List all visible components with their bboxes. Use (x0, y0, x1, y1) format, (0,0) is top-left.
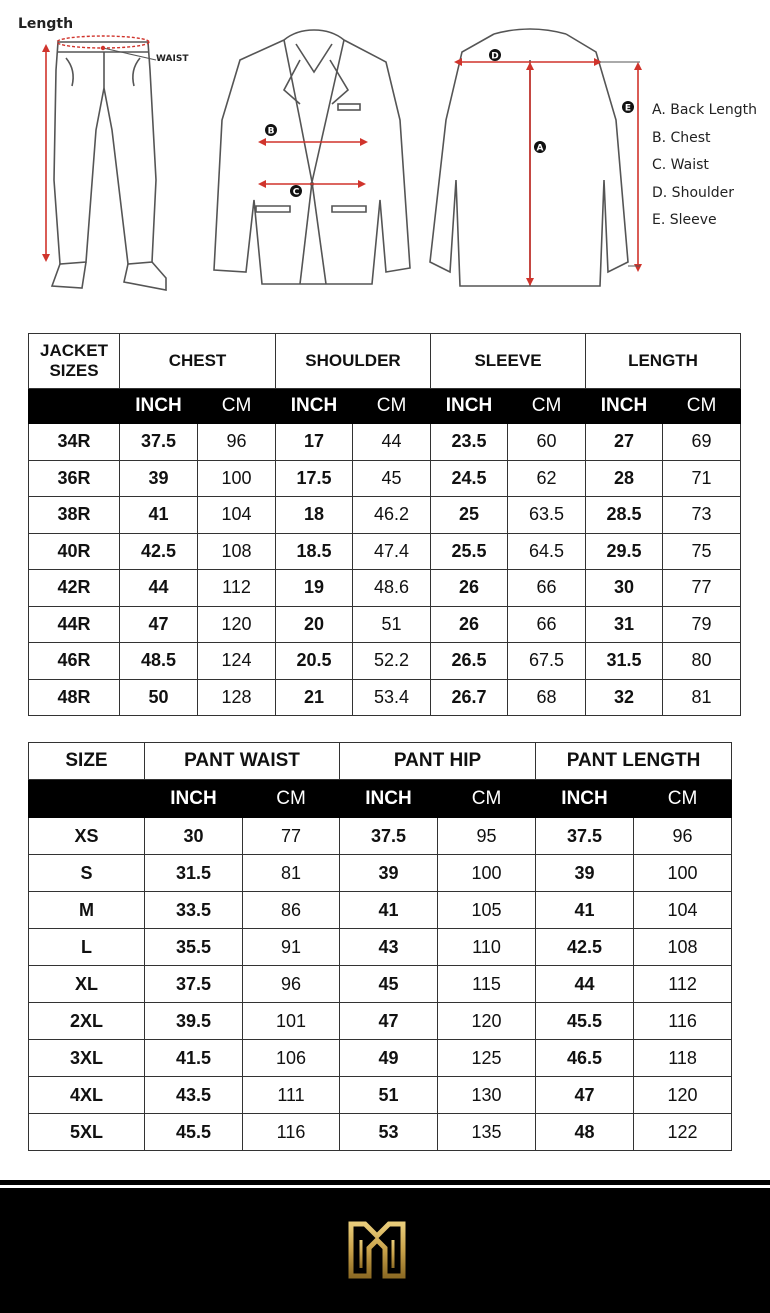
measurement-diagram (0, 0, 770, 310)
table-row (29, 497, 741, 534)
table-row (29, 679, 741, 716)
waist-label: WAIST (156, 54, 189, 64)
pant-length-cm-cell: 100 (634, 855, 732, 892)
chest-cm-cell: 120 (198, 606, 276, 643)
divider (0, 1185, 770, 1188)
jacket-sizes-header-line: SIZES (49, 361, 99, 380)
size-cell: XS (29, 818, 145, 855)
table-row (29, 1077, 732, 1114)
sleeve-cm-cell: 66 (508, 570, 586, 607)
length-in-cell: 28 (586, 460, 663, 497)
length-cm-cell: 77 (663, 570, 741, 607)
unit-inch: INCH (145, 780, 243, 818)
unit-inch: INCH (276, 389, 353, 424)
length-in-cell: 30 (586, 570, 663, 607)
pant-hip-in-cell: 41 (340, 892, 438, 929)
jacket-sizes-header-line: JACKET (39, 341, 108, 360)
pant-hip-cm-cell: 100 (438, 855, 536, 892)
unit-cm: CM (243, 780, 340, 818)
chest-cm-cell: 100 (198, 460, 276, 497)
pant-length-in-cell: 42.5 (536, 929, 634, 966)
sleeve-in-cell: 26 (431, 606, 508, 643)
unit-inch: INCH (536, 780, 634, 818)
pant-length-in-cell: 37.5 (536, 818, 634, 855)
size-cell: XL (29, 966, 145, 1003)
marker-d: D (491, 51, 499, 62)
chest-in-cell: 48.5 (120, 643, 198, 680)
unit-inch: INCH (120, 389, 198, 424)
shoulder-cm-cell: 51 (353, 606, 431, 643)
jacket-size-table (28, 333, 741, 716)
pant-hip-cm-cell: 130 (438, 1077, 536, 1114)
chest-in-cell: 41 (120, 497, 198, 534)
shoulder-cm-cell: 47.4 (353, 533, 431, 570)
size-cell: 34R (29, 424, 120, 461)
pant-length-in-cell: 48 (536, 1114, 634, 1151)
chest-in-cell: 37.5 (120, 424, 198, 461)
sleeve-in-cell: 23.5 (431, 424, 508, 461)
pant-hip-in-cell: 51 (340, 1077, 438, 1114)
gold-monogram-logo-icon (347, 1220, 407, 1280)
chest-in-cell: 42.5 (120, 533, 198, 570)
table-row (29, 855, 732, 892)
unit-inch: INCH (340, 780, 438, 818)
length-in-cell: 31 (586, 606, 663, 643)
sleeve-cm-cell: 60 (508, 424, 586, 461)
pant-hip-cm-cell: 110 (438, 929, 536, 966)
pant-length-cm-cell: 108 (634, 929, 732, 966)
jacket-sizes-header (29, 334, 120, 389)
length-in-cell: 28.5 (586, 497, 663, 534)
table-row (29, 460, 741, 497)
unit-cm: CM (438, 780, 536, 818)
pant-waist-in-cell: 43.5 (145, 1077, 243, 1114)
pant-waist-in-cell: 37.5 (145, 966, 243, 1003)
pant-hip-cm-cell: 115 (438, 966, 536, 1003)
pant-waist-cm-cell: 91 (243, 929, 340, 966)
shoulder-in-cell: 20.5 (276, 643, 353, 680)
pant-hip-cm-cell: 125 (438, 1040, 536, 1077)
pant-waist-in-cell: 39.5 (145, 1003, 243, 1040)
pant-hip-cm-cell: 120 (438, 1003, 536, 1040)
sleeve-cm-cell: 66 (508, 606, 586, 643)
pants-table-body (29, 818, 732, 1151)
sleeve-in-cell: 24.5 (431, 460, 508, 497)
pant-hip-cm-cell: 135 (438, 1114, 536, 1151)
chest-cm-cell: 112 (198, 570, 276, 607)
shoulder-in-cell: 17 (276, 424, 353, 461)
table-row (29, 818, 732, 855)
pants-drawing (52, 42, 166, 290)
size-cell: M (29, 892, 145, 929)
jacket-sizes-header-label (29, 341, 119, 381)
jacket-front-drawing (214, 30, 410, 284)
size-cell: 2XL (29, 1003, 145, 1040)
sleeve-in-cell: 25 (431, 497, 508, 534)
pant-waist-header: PANT WAIST (145, 743, 340, 780)
pant-hip-cm-cell: 95 (438, 818, 536, 855)
table-row (29, 929, 732, 966)
shoulder-cm-cell: 48.6 (353, 570, 431, 607)
unit-cm: CM (663, 389, 741, 424)
unit-cm: CM (634, 780, 732, 818)
sleeve-in-cell: 26.7 (431, 679, 508, 716)
pant-length-header: PANT LENGTH (536, 743, 732, 780)
pant-length-in-cell: 46.5 (536, 1040, 634, 1077)
marker-e: E (624, 103, 632, 114)
size-cell: 38R (29, 497, 120, 534)
unit-row (29, 389, 741, 424)
length-in-cell: 29.5 (586, 533, 663, 570)
pant-length-cm-cell: 116 (634, 1003, 732, 1040)
shoulder-in-cell: 20 (276, 606, 353, 643)
marker-a: A (536, 143, 544, 154)
pant-hip-in-cell: 45 (340, 966, 438, 1003)
pant-waist-in-cell: 45.5 (145, 1114, 243, 1151)
size-cell: L (29, 929, 145, 966)
pant-waist-in-cell: 35.5 (145, 929, 243, 966)
length-label: Length (18, 16, 74, 32)
unit-inch: INCH (431, 389, 508, 424)
legend-item: A. Back Length (652, 102, 757, 118)
length-in-cell: 31.5 (586, 643, 663, 680)
length-cm-cell: 75 (663, 533, 741, 570)
table-row (29, 533, 741, 570)
legend-item: C. Waist (652, 157, 709, 173)
length-cm-cell: 79 (663, 606, 741, 643)
chest-in-cell: 50 (120, 679, 198, 716)
size-cell: 46R (29, 643, 120, 680)
pant-waist-cm-cell: 111 (243, 1077, 340, 1114)
pant-waist-cm-cell: 106 (243, 1040, 340, 1077)
shoulder-in-cell: 17.5 (276, 460, 353, 497)
length-cm-cell: 81 (663, 679, 741, 716)
shoulder-cm-cell: 44 (353, 424, 431, 461)
pant-waist-cm-cell: 96 (243, 966, 340, 1003)
pant-length-cm-cell: 120 (634, 1077, 732, 1114)
shoulder-header: SHOULDER (276, 334, 431, 389)
marker-b: B (267, 126, 275, 137)
size-cell: 48R (29, 679, 120, 716)
unit-inch: INCH (586, 389, 663, 424)
table-row (29, 570, 741, 607)
pant-length-in-cell: 47 (536, 1077, 634, 1114)
size-cell: S (29, 855, 145, 892)
unit-cm: CM (353, 389, 431, 424)
sleeve-cm-cell: 63.5 (508, 497, 586, 534)
chest-in-cell: 39 (120, 460, 198, 497)
unit-blank (29, 780, 145, 818)
table-row (29, 1114, 732, 1151)
pant-length-cm-cell: 122 (634, 1114, 732, 1151)
table-row (29, 892, 732, 929)
pant-hip-in-cell: 43 (340, 929, 438, 966)
size-cell: 40R (29, 533, 120, 570)
table-row (29, 1040, 732, 1077)
size-cell: 3XL (29, 1040, 145, 1077)
legend-item: B. Chest (652, 129, 711, 146)
pant-hip-in-cell: 47 (340, 1003, 438, 1040)
sleeve-cm-cell: 67.5 (508, 643, 586, 680)
pant-waist-cm-cell: 116 (243, 1114, 340, 1151)
pant-hip-in-cell: 49 (340, 1040, 438, 1077)
pant-hip-cm-cell: 105 (438, 892, 536, 929)
size-cell: 4XL (29, 1077, 145, 1114)
pant-waist-in-cell: 33.5 (145, 892, 243, 929)
shoulder-in-cell: 19 (276, 570, 353, 607)
legend-item: E. Sleeve (652, 212, 717, 228)
footer-bar (0, 1180, 770, 1313)
pant-waist-in-cell: 41.5 (145, 1040, 243, 1077)
size-cell: 42R (29, 570, 120, 607)
length-in-cell: 27 (586, 424, 663, 461)
jacket-back-drawing (430, 29, 628, 286)
length-cm-cell: 71 (663, 460, 741, 497)
chest-cm-cell: 96 (198, 424, 276, 461)
table-row (29, 424, 741, 461)
pant-length-cm-cell: 104 (634, 892, 732, 929)
pant-waist-in-cell: 30 (145, 818, 243, 855)
unit-cm: CM (198, 389, 276, 424)
pant-length-in-cell: 39 (536, 855, 634, 892)
jacket-table-body (29, 424, 741, 716)
chest-in-cell: 44 (120, 570, 198, 607)
sleeve-in-cell: 26.5 (431, 643, 508, 680)
chest-cm-cell: 124 (198, 643, 276, 680)
pant-waist-cm-cell: 86 (243, 892, 340, 929)
pant-length-in-cell: 45.5 (536, 1003, 634, 1040)
sleeve-cm-cell: 64.5 (508, 533, 586, 570)
shoulder-cm-cell: 53.4 (353, 679, 431, 716)
size-cell: 44R (29, 606, 120, 643)
unit-row (29, 780, 732, 818)
pant-hip-in-cell: 53 (340, 1114, 438, 1151)
table-row (29, 606, 741, 643)
chest-cm-cell: 128 (198, 679, 276, 716)
table-row (29, 966, 732, 1003)
chest-cm-cell: 108 (198, 533, 276, 570)
size-header: SIZE (29, 743, 145, 780)
pant-hip-in-cell: 37.5 (340, 818, 438, 855)
sleeve-in-cell: 26 (431, 570, 508, 607)
size-cell: 5XL (29, 1114, 145, 1151)
shoulder-in-cell: 18.5 (276, 533, 353, 570)
pant-hip-header: PANT HIP (340, 743, 536, 780)
size-cell: 36R (29, 460, 120, 497)
chest-in-cell: 47 (120, 606, 198, 643)
shoulder-cm-cell: 46.2 (353, 497, 431, 534)
length-cm-cell: 80 (663, 643, 741, 680)
measurement-legend (652, 100, 757, 238)
marker-c: C (292, 187, 300, 198)
sleeve-header: SLEEVE (431, 334, 586, 389)
pant-waist-in-cell: 31.5 (145, 855, 243, 892)
pant-length-cm-cell: 112 (634, 966, 732, 1003)
pant-length-cm-cell: 96 (634, 818, 732, 855)
sleeve-in-cell: 25.5 (431, 533, 508, 570)
shoulder-cm-cell: 52.2 (353, 643, 431, 680)
unit-cm: CM (508, 389, 586, 424)
length-header: LENGTH (586, 334, 741, 389)
unit-blank (29, 389, 120, 424)
pant-waist-cm-cell: 101 (243, 1003, 340, 1040)
pants-size-table (28, 742, 732, 1151)
pant-length-in-cell: 44 (536, 966, 634, 1003)
sleeve-cm-cell: 68 (508, 679, 586, 716)
sleeve-cm-cell: 62 (508, 460, 586, 497)
pant-length-in-cell: 41 (536, 892, 634, 929)
table-row (29, 643, 741, 680)
chest-cm-cell: 104 (198, 497, 276, 534)
chest-header: CHEST (120, 334, 276, 389)
pant-waist-cm-cell: 81 (243, 855, 340, 892)
shoulder-in-cell: 18 (276, 497, 353, 534)
length-cm-cell: 73 (663, 497, 741, 534)
length-cm-cell: 69 (663, 424, 741, 461)
pant-length-cm-cell: 118 (634, 1040, 732, 1077)
table-row (29, 1003, 732, 1040)
length-in-cell: 32 (586, 679, 663, 716)
legend-item: D. Shoulder (652, 184, 735, 201)
pant-hip-in-cell: 39 (340, 855, 438, 892)
shoulder-cm-cell: 45 (353, 460, 431, 497)
pant-waist-cm-cell: 77 (243, 818, 340, 855)
shoulder-in-cell: 21 (276, 679, 353, 716)
